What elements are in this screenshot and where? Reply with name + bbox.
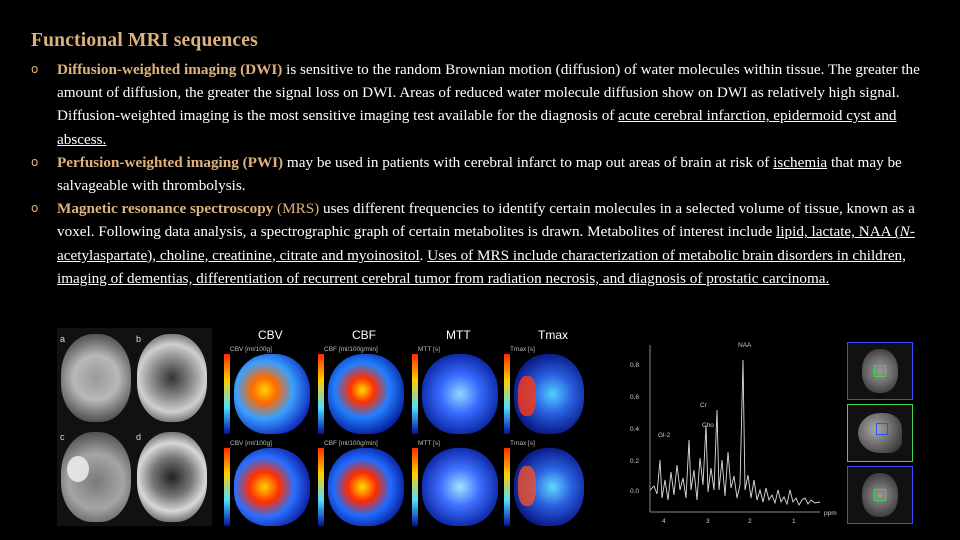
pwi-text: may be used in patients with cerebral infarct to map out areas of brain at risk of bbox=[283, 153, 774, 171]
perf-unit-cbf: CBF [ml/100g/min] bbox=[324, 440, 378, 447]
spectrum-xtick: 2 bbox=[748, 518, 752, 525]
bullet-marker-icon: o bbox=[31, 62, 39, 76]
mrs-text: uses different frequencies to identify certain molecules in a selected volume of tissue, known as a voxel. Following data analysis, a spectrographic graph of certain metabolites is drawn. Metabolites of interest include bbox=[57, 200, 915, 241]
spectrum-peak-label: Gl-2 bbox=[658, 432, 671, 439]
bullet-mrs bbox=[31, 197, 931, 290]
spectrum-xtick: 4 bbox=[662, 518, 666, 525]
mrs-uses-link[interactable]: Uses of MRS include characterization of metabolic brain disorders in children, imaging of dementias, differentiation of recurrent cerebral tumor from radiation necrosis, and diagnosis of prostatic carcinoma. bbox=[57, 246, 906, 287]
perf-unit-mtt: MTT [s] bbox=[418, 440, 440, 447]
term-mrs-abbr: (MRS) bbox=[273, 200, 320, 218]
bullet-marker-icon: o bbox=[31, 201, 39, 216]
mri-panel-label: c bbox=[60, 432, 65, 442]
dwi-text: is sensitive to the random Brownian motion (diffusion) of water molecules within tissue. The greater the amount of diffusion, the greater the signal loss on DWI. Areas of reduced water molecule diffusion show on DWI as relatively high signal. Diffusion-weighted imaging is the most sensitive imaging test available for the diagnosis of bbox=[57, 61, 920, 125]
mri-panel-label: b bbox=[136, 334, 142, 344]
mri-panel-label: a bbox=[60, 334, 66, 344]
spectrum-ytick: 0.2 bbox=[630, 458, 640, 465]
term-mrs: Magnetic resonance spectroscopy bbox=[57, 200, 274, 218]
bullet-pwi bbox=[31, 151, 931, 197]
spectrum-xtick: 1 bbox=[792, 518, 796, 525]
spectrum-ytick: 0.6 bbox=[630, 394, 640, 401]
perf-header-cbf: CBF bbox=[352, 328, 376, 342]
term-pwi: Perfusion-weighted imaging (PWI) bbox=[57, 153, 284, 171]
spectrum-ytick: 0.4 bbox=[630, 426, 640, 433]
perf-unit-cbv: CBV [ml/100g] bbox=[230, 440, 272, 447]
spectrum-xtick: 3 bbox=[706, 518, 710, 525]
perf-header-cbv: CBV bbox=[258, 328, 283, 342]
perf-header-tmax: Tmax bbox=[538, 328, 568, 342]
spectrum-ytick: 0.0 bbox=[630, 488, 640, 495]
mri-axial-panels-image bbox=[57, 328, 212, 526]
mri-panel-label: d bbox=[136, 432, 142, 442]
bullet-marker-icon: o bbox=[31, 154, 39, 169]
perf-unit-cbv: CBV [ml/100g] bbox=[230, 346, 272, 353]
perf-unit-cbf: CBF [ml/100g/min] bbox=[324, 346, 378, 353]
bullet-list bbox=[31, 58, 931, 290]
spectrum-peak-label: Cho bbox=[702, 422, 714, 429]
pwi-link[interactable]: ischemia bbox=[773, 153, 828, 171]
perf-unit-tmax: Tmax [s] bbox=[510, 346, 535, 353]
slide-title: Functional MRI sequences bbox=[31, 30, 258, 51]
perfusion-maps-image bbox=[218, 326, 586, 528]
voxel-localizer-image bbox=[845, 340, 915, 530]
dwi-link[interactable]: acute cerebral infarction, epidermoid cyst and abscess. bbox=[57, 107, 897, 148]
bullet-dwi bbox=[31, 58, 931, 151]
mrs-metabolites-link[interactable]: lipid, lactate, NAA (N-acetylaspartate), choline, creatinine, citrate and myoinositol bbox=[57, 223, 915, 264]
perf-unit-mtt: MTT [s] bbox=[418, 346, 440, 353]
perf-unit-tmax: Tmax [s] bbox=[510, 440, 535, 447]
spectrum-unit: ppm bbox=[824, 510, 837, 517]
spectrum-peak-label: NAA bbox=[738, 342, 752, 349]
mr-spectrum-image bbox=[620, 340, 840, 530]
spectrum-ytick: 0.8 bbox=[630, 362, 640, 369]
term-dwi: Diffusion-weighted imaging (DWI) bbox=[57, 61, 283, 78]
perf-header-mtt: MTT bbox=[446, 328, 471, 342]
mrs-mid: . bbox=[419, 246, 428, 264]
spectrum-peak-label: Cr bbox=[700, 402, 707, 409]
pwi-tail: that may be salvageable with thrombolysis. bbox=[57, 153, 902, 195]
